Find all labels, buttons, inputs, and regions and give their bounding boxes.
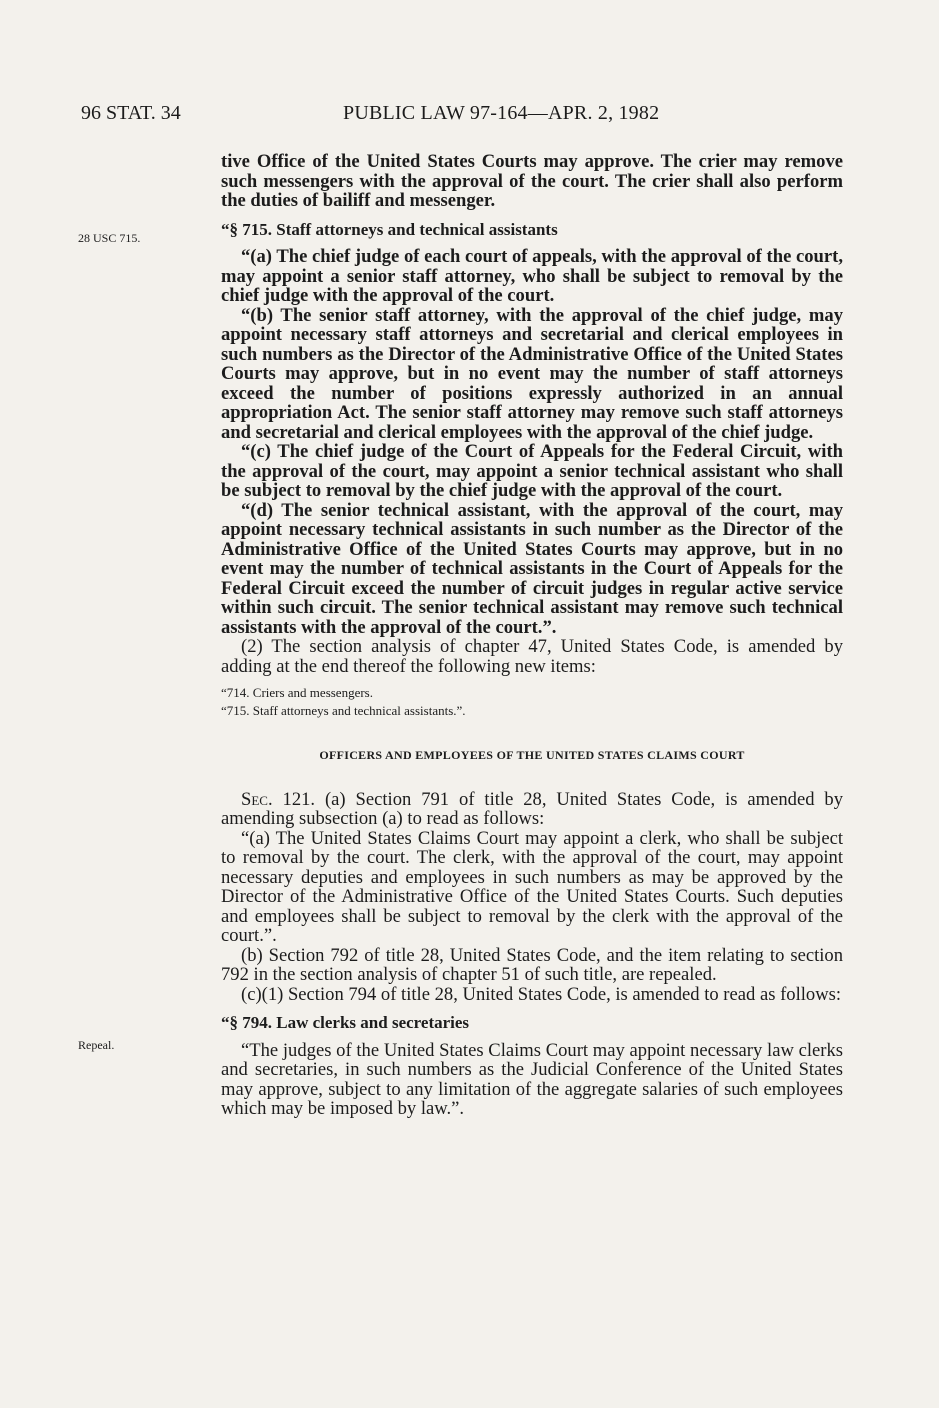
paragraph-715d: “(d) The senior technical assistant, with the approval of the court, may appoint necessary technical assistants in such number as the Director of the Administrative Office of the United States Courts may approve, but in no event may the number of technical assistants in the Court of Appeals for the Federal Circuit exceed the number of circuit judges in regular active service within such circuit. The senior technical assistant may remove such technical assistants with the approval of the court.”. (221, 499, 843, 638)
analysis-item-715: “715. Staff attorneys and technical assistants.”. (221, 703, 466, 718)
section-794-heading: “§ 794. Law clerks and secretaries (221, 1013, 470, 1032)
paragraph-794: “The judges of the United States Claims Court may appoint necessary law clerks and secretaries, in such numbers as the Judicial Conference of the United States may approve, subject to any limitation of the aggregate salaries of such employees which may be imposed by law.”. (221, 1039, 843, 1119)
public-law-title: PUBLIC LAW 97-164—APR. 2, 1982 (343, 102, 660, 124)
body-text (221, 152, 843, 1119)
claims-court-heading: OFFICERS AND EMPLOYEES OF THE UNITED STATES CLAIMS COURT (319, 748, 745, 762)
paragraph-715a: “(a) The chief judge of each court of appeals, with the approval of the court, may appoint a senior staff attorney, who shall be subject to removal by the chief judge with the approval of the court. (221, 246, 843, 306)
paragraph-c1: (c)(1) Section 794 of title 28, United States Code, is amended to read as follows: (241, 983, 842, 1005)
paragraph-sec-121 (221, 790, 843, 829)
analysis-item-714: “714. Criers and messengers. (221, 685, 373, 700)
paragraph-carryover: tive Office of the United States Courts may approve. The crier may remove such messengers with the approval of the court. The crier shall also perform the duties of bailiff and messenger. (221, 151, 843, 211)
paragraph-b-repeal: (b) Section 792 of title 28, United States Code, and the item relating to section 792 in the section analysis of chapter 51 of such title, are repealed. (221, 944, 843, 985)
sec-label: Sec. (241, 788, 273, 810)
paragraph-715c: “(c) The chief judge of the Court of Appeals for the Federal Circuit, with the approval of the court, may appoint a senior technical assistant who shall be subject to removal by the chief judge with the approval of the court. (221, 441, 843, 501)
sec-121-text: 121. (a) Section 791 of title 28, United States Code, is amended by amending subsection (a) to read as follows: (221, 788, 843, 829)
margin-note-usc715: 28 USC 715. (78, 231, 141, 245)
paragraph-791a: “(a) The United States Claims Court may appoint a clerk, who shall be subject to removal by the court. The clerk, with the approval of the court, may appoint necessary deputies and employees in such numbers as may be approved by the Director of the Administrative Office of the United States Courts. Such deputies and employees shall be subject to removal by the clerk with the approval of the court.”. (221, 827, 843, 946)
statute-page-number: 96 STAT. 34 (81, 102, 181, 124)
section-715-heading: “§ 715. Staff attorneys and technical assistants (221, 219, 558, 239)
paragraph-section-analysis: (2) The section analysis of chapter 47, United States Code, is amended by adding at the end thereof the following new items: (221, 636, 843, 677)
margin-note-repeal: Repeal. (78, 1038, 115, 1052)
paragraph-715b: “(b) The senior staff attorney, with the approval of the chief judge, may appoint necessary staff attorneys and secretarial and clerical employees in such numbers as the Director of the Administrative Office of the United States Courts may approve, but in no event may the number of staff attorneys exceed the number of positions expressly authorized in an annual appropriation Act. The senior staff attorney may remove such staff attorneys and secretarial and clerical employees with the approval of the chief judge. (221, 304, 843, 443)
page-header (81, 102, 721, 132)
analysis-items (221, 684, 843, 720)
